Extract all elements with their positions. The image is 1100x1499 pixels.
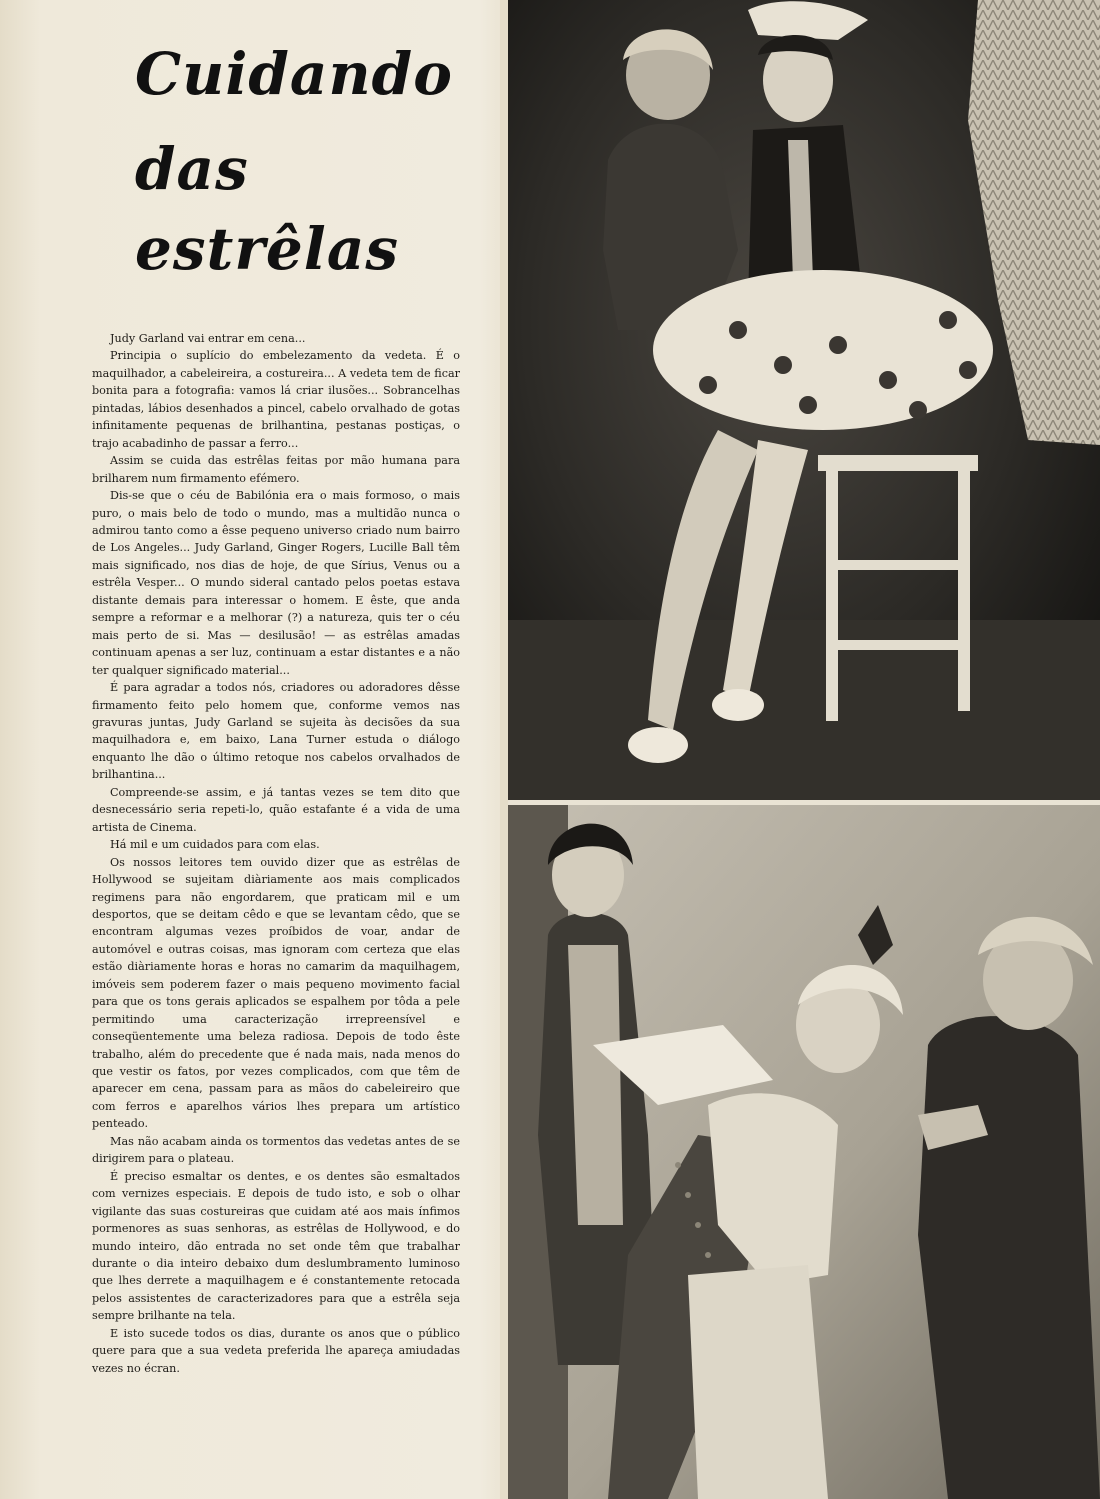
article-body (92, 330, 460, 1377)
photo-lana-turner-hair (508, 805, 1100, 1499)
paragraph: Principia o suplício do embelezamento da vedeta. É o maquilhador, a cabeleireira, a costureira... A vedeta tem de ficar bonita para a fotografia: vamos lá criar ilusões... Sobrancelhas pintadas, lábios desenhados a pincel, cabelo orvalhado de gotas infinitamente pequenas de brilhantina, pestanas postiças, o trajo acabadinho de passar a ferro... (92, 349, 460, 450)
paragraph: Há mil e um cuidados para com elas. (110, 838, 320, 852)
title-line-1: Cuidando (135, 40, 453, 108)
photo-top-illustration (508, 0, 1100, 800)
title-line-2: das (135, 135, 249, 203)
column-gutter (500, 0, 508, 1499)
paragraph: Judy Garland vai entrar em cena... (110, 332, 306, 345)
paragraph: Mas não acabam ainda os tormentos das vedetas antes de se dirigirem para o plateau. (92, 1134, 460, 1166)
paragraph: Compreende-se assim, e já tantas vezes se tem dito que desnecessário seria repeti-lo, quão estafante é a vida de uma artista de Cinema. (92, 785, 460, 834)
paragraph: E isto sucede todos os dias, durante os anos que o público quere para que a sua vedeta preferida lhe apareça amiudadas vezes no écran. (92, 1326, 460, 1375)
paragraph: É para agradar a todos nós, criadores ou adoradores dêsse firmamento feito pelo homem que, conforme vemos nas gravuras juntas, Judy Garland se sujeita às decisões da sua maquilhadora e, em baixo, Lana Turner estuda o diálogo enquanto lhe dão o último retoque nos cabelos orvalhados de brilhantina... (92, 681, 460, 782)
article-title (130, 40, 490, 290)
title-line-3: estrêlas (135, 215, 400, 283)
paragraph: É preciso esmaltar os dentes, e os dentes são esmaltados com vernizes especiais. E depois de tudo isto, e sob o olhar vigilante das suas costureiras que cuidam até aos mais ínfimos pormenores as suas senhoras, as estrêlas de Hollywood, e do mundo inteiro, dão entrada no set onde têm que trabalhar durante o dia inteiro debaixo dum deslumbramento luminoso que lhes derrete a maquilhagem e é constantemente retocada pelos assistentes de caracterizadores para que a estrêla seja sempre brilhante na tela. (92, 1169, 460, 1323)
paragraph: Dis-se que o céu de Babilónia era o mais formoso, o mais puro, o mais belo de todo o mundo, mas a multidão nunca o admirou tanto como a êsse pequeno universo criado num bairro de Los Angeles... Judy Garland, Ginger Rogers, Lucille Ball têm mais significado, nos dias de hoje, de que Sírius, Venus ou a estrêla Vesper... O mundo sideral cantado pelos poetas estava distante demais para interessar o homem. E êste, que anda sempre a reformar e a melhorar (?) a natureza, quis ter o céu mais perto de si. Mas — desilusão! — as estrêlas amadas continuam apenas a ser luz, continuam a estar distantes e a não ter qualquer significado material... (92, 489, 460, 677)
paragraph: Os nossos leitores tem ouvido dizer que as estrêlas de Hollywood se sujeitam diàriamente aos mais complicados regimens para não engordarem, que praticam mil e um desportos, que se deitam cêdo e que se levantam cêdo, que se encontram algumas vezes proíbidos de voar, andar de automóvel e outras coisas, mas ignoram com certeza que elas estão diàriamente horas e horas no camarim da maquilhagem, imóveis sem poderem fazer o mais pequeno movimento facial para que os tons gerais aplicados se espalhem por tôda a pele permitindo uma caracterização irrepreensível e conseqüentemente uma beleza radiosa. Depois de todo êste trabalho, além do precedente que é nada mais, nada menos do que vestir os fatos, por vezes complicados, com que têm de aparecer em cena, passam para as mãos do cabeleireiro que com ferros e aparelhos vários lhes prepara um artístico penteado. (92, 855, 460, 1131)
photo-bottom-illustration (508, 805, 1100, 1499)
paragraph: Assim se cuida das estrêlas feitas por mão humana para brilharem num firmamento efémero. (92, 454, 460, 485)
photo-judy-garland-makeup (508, 0, 1100, 800)
